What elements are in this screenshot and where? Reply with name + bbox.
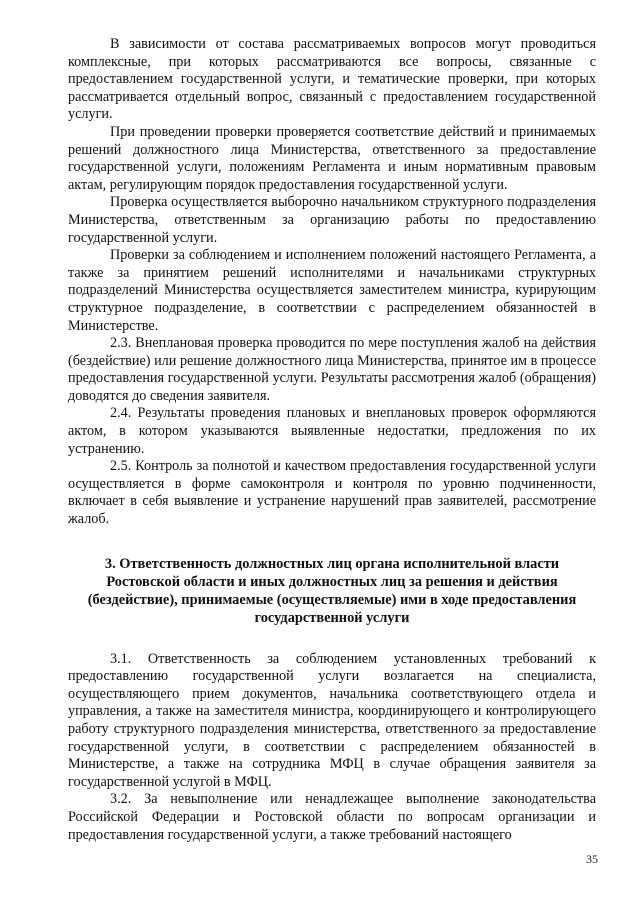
paragraph-deputy-minister-control: Проверки за соблюдением и исполнением положений настоящего Регламента, а также за принятием решений исполнителями и начальниками структурных подразделений Министерства осуществляется заместителем министра, курирующим структурное подразделение, в соответствии с распределением обязанностей в Министерстве.	[68, 247, 596, 334]
paragraph-2-3-unscheduled-inspection: 2.3. Внеплановая проверка проводится по мере поступления жалоб на действия (бездействие) или решение должностного лица Министерства, принятое им в процессе предоставления государственной услуги. Результаты рассмотрения жалоб (обращения) доводятся до сведения заявителя.	[68, 335, 596, 404]
page-number: 35	[586, 852, 598, 866]
paragraph-3-1-responsibility: 3.1. Ответственность за соблюдением установленных требований к предоставлению государственной услуги возлагается на специалиста, осуществляющего прием документов, начальника соответствующего отдела и управления, а также на заместителя министра, координирующего и контролирующего работу структурного подразделения министерства, ответственного за предоставление государственной услуги, в соответствии с распределением обязанностей в Министерстве, а также на сотрудника МФЦ в случае обращения заявителя за государственной услугой в МФЦ.	[68, 650, 596, 790]
paragraph-inspection-types: В зависимости от состава рассматриваемых вопросов могут проводиться комплексные, при которых рассматриваются все вопросы, связанные с предоставлением государственной услуги, и тематические проверки, при которых рассматривается отдельный вопрос, связанный с предоставлением государственной услуги.	[68, 36, 596, 123]
paragraph-3-2-violations: 3.2. За невыполнение или ненадлежащее выполнение законодательства Российской Федерации и Ростовской области по вопросам организации и предоставления государственной услуги, а также требований настоящего	[68, 791, 596, 843]
paragraph-inspection-scope: При проведении проверки проверяется соответствие действий и принимаемых решений должностного лица Министерства, ответственного за предоставление государственной услуги, положениям Регламента и иным нормативным правовым актам, регулирующим порядок предоставления государственной услуги.	[68, 123, 596, 193]
paragraph-2-5-quality-control: 2.5. Контроль за полнотой и качеством предоставления государственной услуги осуществляется в форме самоконтроля и контроля по уровню подчиненности, включает в себя выявление и устранение нарушений прав заявителей, рассмотрение жалоб.	[68, 458, 596, 528]
paragraph-2-4-inspection-results: 2.4. Результаты проведения плановых и внеплановых проверок оформляются актом, в котором указываются выявленные недостатки, предложения по их устранению.	[68, 405, 596, 457]
paragraph-selective-inspection: Проверка осуществляется выборочно начальником структурного подразделения Министерства, ответственным за организацию работы по предоставлению государственной услуги.	[68, 194, 596, 246]
document-page	[68, 36, 596, 844]
section-3-heading: 3. Ответственность должностных лиц органа исполнительной власти Ростовской области и иных должностных лиц за решения и действия (бездействие), принимаемые (осуществляемые) ими в ходе предоставления государственной услуги	[87, 555, 577, 626]
